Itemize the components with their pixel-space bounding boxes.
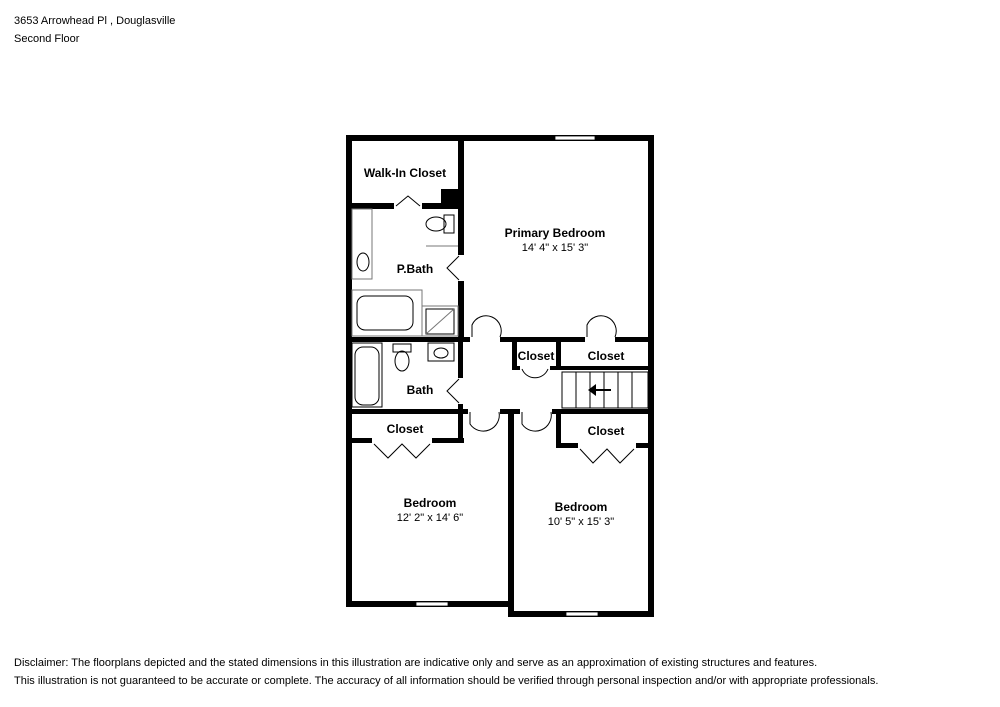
closet-bedroom-left-label: Closet <box>386 422 424 436</box>
address-line: 3653 Arrowhead Pl , Douglasville <box>14 15 176 27</box>
closet-primary-label: Closet <box>587 349 625 363</box>
interior-walls <box>346 135 654 448</box>
floor-label: Second Floor <box>14 33 80 45</box>
disclaimer-line-1: Disclaimer: The floorplans depicted and the stated dimensions in this illustration are indicative only and serve as an approximation of existing structures and features. <box>14 657 818 669</box>
primary-bedroom-dimensions: 14' 4" x 15' 3" <box>521 242 589 254</box>
bedroom-left-dimensions: 12' 2" x 14' 6" <box>396 512 464 524</box>
primary-bedroom-label: Primary Bedroom <box>504 226 606 240</box>
closet-bedroom-right-label: Closet <box>587 424 625 438</box>
bedroom-right-label: Bedroom <box>554 500 608 514</box>
walk-in-closet-label: Walk-In Closet <box>363 166 447 180</box>
closet-hall-label: Closet <box>517 349 555 363</box>
bedroom-right-dimensions: 10' 5" x 15' 3" <box>547 516 615 528</box>
bedroom-left-label: Bedroom <box>403 496 457 510</box>
bath-label: Bath <box>406 383 434 397</box>
p-bath-label: P.Bath <box>396 262 434 276</box>
disclaimer-line-2: This illustration is not guaranteed to be accurate or complete. The accuracy of all information should be verified through personal inspection and/or with appropriate professionals. <box>14 675 879 687</box>
